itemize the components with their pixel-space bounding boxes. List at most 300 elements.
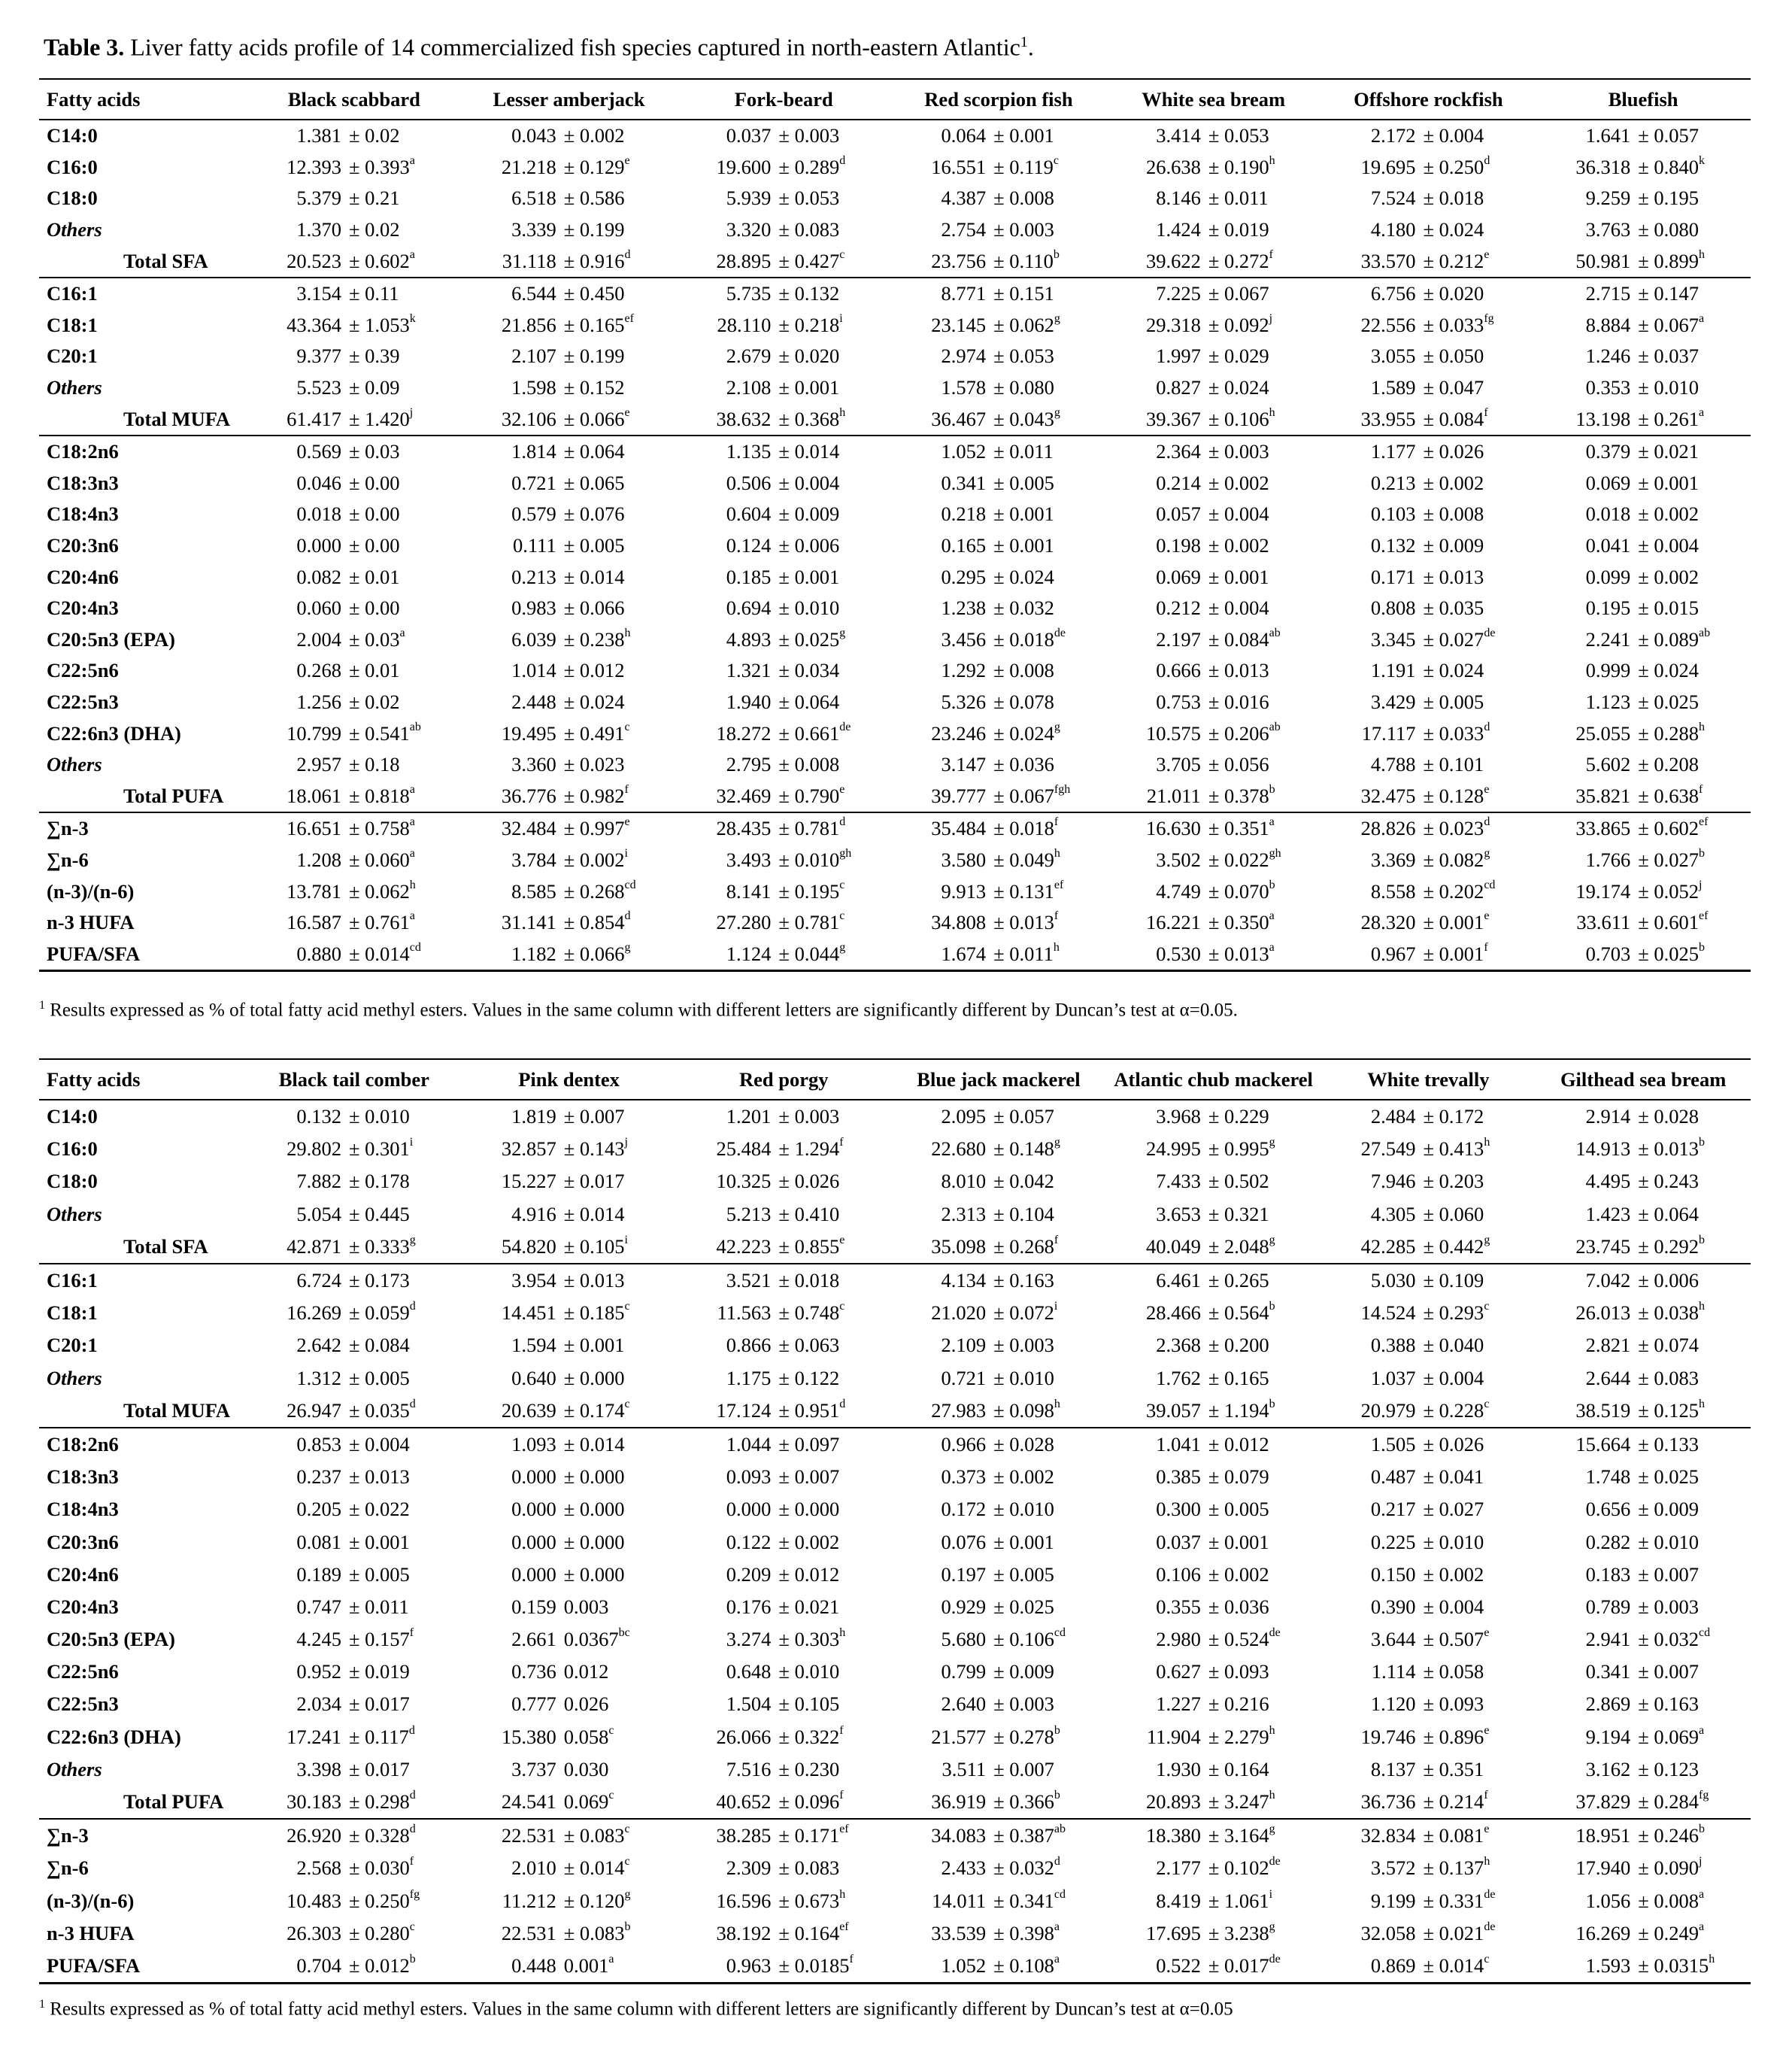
significance-letter: de: [1484, 1887, 1496, 1901]
significance-letter: e: [624, 405, 630, 419]
mean-value: 26.920: [287, 1824, 341, 1847]
std-dev: [1630, 187, 1699, 210]
mean-value: 3.398: [296, 1757, 341, 1780]
std-dev: [556, 880, 636, 903]
std-dev: [986, 817, 1058, 840]
value-cell: [676, 1591, 891, 1623]
fatty-acids-table-part-1: [39, 78, 1751, 972]
std-dev-value: ± 0.078: [993, 690, 1054, 713]
value-cell: [891, 624, 1106, 656]
mean-value: 8.771: [941, 282, 987, 305]
std-dev: [771, 1170, 839, 1193]
value-cell: [676, 1165, 891, 1198]
std-dev: [771, 1628, 845, 1651]
std-dev: [556, 722, 630, 745]
mean-value: 27.983: [931, 1398, 987, 1422]
std-dev-value: ± 0.218: [778, 313, 840, 336]
std-dev-value: 0.001: [563, 1953, 609, 1977]
std-dev-value: ± 0.014: [778, 440, 840, 463]
value-cell: [891, 907, 1106, 939]
std-dev: [1630, 153, 1706, 179]
row-label: PUFA/SFA: [39, 938, 247, 970]
value-cell: [1536, 624, 1751, 656]
std-dev: [341, 1105, 410, 1128]
table-row: [39, 624, 1751, 656]
row-label: ∑n-3: [39, 812, 247, 845]
std-dev-value: ± 0.001: [993, 534, 1054, 557]
std-dev: [1630, 1137, 1705, 1161]
std-dev: [556, 1856, 630, 1880]
value-cell: [1106, 780, 1321, 812]
std-dev-value: ± 0.246: [1638, 1824, 1700, 1847]
std-dev-value: ± 0.163: [993, 1269, 1054, 1292]
row-label: C18:2n6: [39, 1428, 247, 1461]
table-row: [39, 1852, 1751, 1884]
std-dev-value: 0.0367: [563, 1628, 619, 1651]
value-cell: [1106, 593, 1321, 624]
std-dev-value: ± 0.026: [778, 1170, 840, 1193]
significance-letter: de: [1269, 1952, 1281, 1966]
std-dev: [1201, 440, 1269, 463]
std-dev-value: ± 0.033: [1423, 721, 1484, 745]
value-cell: [676, 907, 891, 939]
mean-value: 18.380: [1145, 1824, 1201, 1847]
mean-value: 0.111: [513, 534, 556, 557]
value-cell: [247, 403, 462, 436]
std-dev-value: ± 0.105: [563, 1234, 625, 1258]
table-row: [39, 1264, 1751, 1297]
value-cell: [1321, 183, 1536, 214]
std-dev: [986, 311, 1060, 337]
mean-value: 4.749: [1156, 879, 1201, 903]
mean-value: 14.011: [932, 1889, 987, 1912]
value-cell: [462, 310, 677, 342]
mean-value: 5.735: [726, 282, 772, 305]
std-dev-value: ± 0.151: [993, 282, 1054, 305]
std-dev-value: ± 0.758: [349, 817, 410, 840]
std-dev: [341, 1824, 416, 1847]
value-cell: [1106, 749, 1321, 781]
significance-letter: b: [409, 1952, 416, 1966]
std-dev-value: ± 0.413: [1423, 1137, 1484, 1161]
value-cell: [462, 1428, 677, 1461]
value-cell: [676, 183, 891, 214]
mean-value: 0.197: [941, 1562, 987, 1586]
std-dev-value: ± 0.445: [349, 1202, 410, 1225]
value-cell: [676, 655, 891, 687]
std-dev-value: ± 0.321: [1208, 1202, 1269, 1225]
mean-value: 42.223: [716, 1234, 772, 1258]
std-dev: [341, 911, 415, 934]
value-cell: [891, 812, 1106, 845]
mean-value: 5.326: [941, 690, 987, 713]
row-label: Others: [47, 218, 102, 241]
std-dev: [341, 1465, 410, 1489]
std-dev-value: ± 0.030: [349, 1856, 410, 1880]
std-dev: [986, 1399, 1060, 1422]
value-cell: [1536, 1917, 1751, 1950]
significance-letter: f: [849, 1952, 854, 1966]
std-dev: [771, 534, 839, 557]
std-dev-value: ± 0.292: [1638, 1234, 1700, 1258]
std-dev-value: ± 2.048: [1208, 1234, 1269, 1258]
mean-value: 22.556: [1360, 313, 1416, 336]
column-header-species: White sea bream: [1106, 79, 1321, 120]
value-cell: [1536, 593, 1751, 624]
std-dev: [556, 1595, 609, 1619]
std-dev: [771, 247, 845, 273]
mean-value: 0.195: [1585, 596, 1631, 620]
value-cell: [1536, 468, 1751, 499]
significance-letter: a: [409, 846, 415, 860]
significance-letter: a: [409, 909, 415, 923]
std-dev: [1201, 534, 1269, 557]
std-dev-value: ± 0.00: [349, 596, 400, 620]
std-dev-value: ± 0.053: [1208, 124, 1269, 147]
std-dev: [771, 1367, 839, 1390]
value-cell: [891, 1819, 1106, 1852]
value-cell: [1536, 1493, 1751, 1525]
value-cell: [891, 183, 1106, 214]
mean-value: 0.295: [941, 565, 987, 588]
std-dev-value: ± 0.074: [1638, 1334, 1700, 1357]
significance-letter: b: [1054, 1789, 1060, 1802]
std-dev: [986, 1433, 1054, 1456]
std-dev: [1201, 1954, 1281, 1978]
mean-value: 19.746: [1360, 1725, 1416, 1748]
value-cell: [1321, 1656, 1536, 1688]
std-dev-value: 0.030: [563, 1757, 609, 1780]
value-cell: [1536, 780, 1751, 812]
std-dev: [1416, 1235, 1490, 1258]
value-cell: [676, 1559, 891, 1591]
std-dev: [556, 659, 625, 682]
mean-value: 1.201: [726, 1105, 772, 1128]
std-dev-value: ± 0.011: [1208, 187, 1269, 210]
value-cell: [1536, 1362, 1751, 1395]
table-row: [39, 1786, 1751, 1819]
std-dev-value: ± 0.076: [563, 502, 625, 526]
value-cell: [1536, 310, 1751, 342]
mean-value: 12.393: [287, 155, 341, 178]
value-cell: [1536, 749, 1751, 781]
mean-value: 0.082: [296, 565, 341, 588]
value-cell: [1536, 1623, 1751, 1656]
value-cell: [891, 1297, 1106, 1329]
value-cell: [891, 214, 1106, 246]
value-cell: [676, 1950, 891, 1984]
column-header-species: Fork-beard: [676, 79, 891, 120]
significance-letter: c: [839, 247, 845, 261]
std-dev: [1630, 502, 1699, 526]
significance-letter: g: [1269, 1823, 1275, 1836]
mean-value: 0.057: [1156, 502, 1201, 526]
significance-letter: a: [1269, 909, 1275, 923]
value-cell: [1321, 1428, 1536, 1461]
std-dev-value: ± 0.761: [349, 911, 410, 934]
significance-letter: d: [408, 1723, 415, 1737]
significance-letter: d: [409, 1300, 416, 1313]
mean-value: 0.569: [296, 440, 341, 463]
std-dev: [1201, 753, 1269, 776]
value-cell: [1321, 530, 1536, 562]
mean-value: 0.999: [1585, 659, 1631, 682]
value-cell: [1321, 499, 1536, 530]
std-dev: [986, 1660, 1054, 1683]
value-cell: [1536, 1559, 1751, 1591]
std-dev: [986, 187, 1054, 210]
std-dev: [1201, 311, 1273, 337]
std-dev-value: ± 0.038: [1638, 1301, 1700, 1325]
mean-value: 0.225: [1370, 1530, 1416, 1553]
table-row: [39, 780, 1751, 812]
std-dev-value: ± 0.378: [1208, 784, 1269, 807]
significance-letter: c: [839, 878, 845, 891]
row-label: Total MUFA: [123, 407, 231, 430]
table-caption-end: .: [1027, 33, 1034, 61]
value-cell: [247, 1656, 462, 1688]
std-dev: [1201, 848, 1281, 872]
std-dev: [771, 502, 839, 526]
significance-letter: g: [1054, 311, 1060, 325]
std-dev-value: ± 1.194: [1208, 1398, 1269, 1422]
value-cell: [1106, 1329, 1321, 1361]
mean-value: 5.379: [296, 187, 341, 210]
significance-letter: e: [1484, 782, 1490, 796]
std-dev: [1201, 376, 1269, 399]
column-header-species: Red scorpion fish: [891, 79, 1106, 120]
value-cell: [462, 749, 677, 781]
mean-value: 33.865: [1575, 817, 1631, 840]
std-dev-value: ± 0.036: [1208, 1595, 1269, 1618]
value-cell: [247, 593, 462, 624]
std-dev-value: ± 0.042: [993, 1170, 1054, 1193]
std-dev-value: ± 0.026: [1423, 440, 1484, 463]
std-dev-value: ± 0.025: [1638, 942, 1700, 965]
mean-value: 4.134: [941, 1269, 987, 1292]
value-cell: [676, 687, 891, 718]
value-cell: [1106, 468, 1321, 499]
table-header-row: [39, 1059, 1751, 1100]
value-cell: [676, 749, 891, 781]
mean-value: 38.632: [716, 407, 772, 430]
std-dev-value: ± 0.013: [1638, 1137, 1700, 1161]
std-dev-value: ± 0.006: [778, 534, 840, 557]
std-dev: [1201, 247, 1273, 273]
std-dev: [556, 1269, 625, 1292]
std-dev-value: ± 0.000: [563, 1530, 625, 1553]
mean-value: 26.303: [287, 1921, 341, 1944]
std-dev: [986, 345, 1054, 368]
significance-letter: g: [839, 940, 846, 954]
std-dev-value: ± 0.008: [1423, 502, 1484, 526]
mean-value: 2.661: [511, 1628, 556, 1651]
std-dev: [556, 187, 625, 210]
std-dev: [986, 1595, 1054, 1619]
value-cell: [462, 372, 677, 404]
significance-letter: b: [1269, 878, 1275, 891]
value-cell: [1321, 845, 1536, 876]
significance-letter: k: [409, 311, 416, 325]
mean-value: 21.011: [1146, 784, 1201, 807]
value-cell: [1106, 1525, 1321, 1558]
row-label: C14:0: [47, 124, 98, 147]
std-dev-value: ± 0.368: [778, 407, 840, 430]
std-dev-value: ± 0.03: [349, 440, 400, 463]
value-cell: [1321, 1559, 1536, 1591]
mean-value: 1.093: [511, 1432, 556, 1456]
std-dev: [986, 1887, 1066, 1913]
value-cell: [891, 1786, 1106, 1819]
std-dev: [1630, 722, 1705, 745]
std-dev-value: ± 0.010: [778, 848, 840, 871]
value-cell: [462, 341, 677, 372]
mean-value: 2.957: [296, 753, 341, 776]
std-dev-value: ± 0.017: [349, 1757, 410, 1780]
std-dev: [771, 124, 839, 147]
mean-value: 0.721: [511, 471, 556, 494]
std-dev-value: ± 0.083: [563, 1921, 625, 1944]
row-label: C20:3n6: [47, 534, 119, 557]
significance-letter: de: [839, 720, 851, 733]
significance-letter: f: [1054, 815, 1059, 829]
mean-value: 34.083: [931, 1824, 987, 1847]
value-cell: [247, 655, 462, 687]
mean-value: 6.039: [511, 627, 556, 651]
row-label: C18:0: [47, 187, 98, 210]
std-dev-value: ± 0.018: [993, 817, 1054, 840]
value-cell: [891, 1133, 1106, 1165]
row-label: ∑n-6: [47, 848, 89, 871]
table-row: [39, 1493, 1751, 1525]
value-cell: [1321, 593, 1536, 624]
value-cell: [891, 655, 1106, 687]
value-cell: [1106, 1461, 1321, 1493]
table-row: [39, 876, 1751, 907]
mean-value: 10.325: [716, 1170, 772, 1193]
significance-letter: c: [624, 720, 630, 733]
value-cell: [247, 530, 462, 562]
std-dev: [1630, 345, 1699, 368]
std-dev: [341, 376, 400, 399]
std-dev: [771, 405, 846, 431]
mean-value: 19.695: [1360, 155, 1416, 178]
mean-value: 1.505: [1370, 1432, 1416, 1456]
std-dev: [771, 722, 851, 745]
value-cell: [462, 812, 677, 845]
mean-value: 3.502: [1156, 848, 1201, 871]
mean-value: 8.419: [1156, 1889, 1201, 1912]
value-cell: [247, 1525, 462, 1558]
std-dev: [1416, 1367, 1484, 1390]
mean-value: 33.539: [931, 1921, 987, 1944]
value-cell: [247, 907, 462, 939]
row-label: Total PUFA: [123, 784, 224, 807]
std-dev: [986, 880, 1063, 903]
std-dev-value: ± 0.040: [1423, 1334, 1484, 1357]
value-cell: [1321, 120, 1536, 152]
mean-value: 3.572: [1370, 1856, 1416, 1880]
std-dev-value: ± 0.004: [1423, 124, 1484, 147]
mean-value: 1.370: [296, 218, 341, 241]
std-dev: [1201, 1367, 1269, 1390]
significance-letter: ef: [1699, 815, 1709, 829]
value-cell: [891, 1428, 1106, 1461]
table-row: [39, 1198, 1751, 1231]
std-dev: [1416, 1531, 1484, 1554]
significance-letter: a: [409, 247, 415, 261]
std-dev: [1201, 1301, 1275, 1325]
value-cell: [1536, 718, 1751, 749]
std-dev: [1630, 1758, 1699, 1781]
std-dev-value: ± 0.024: [993, 721, 1054, 745]
table-row: [39, 1428, 1751, 1461]
mean-value: 16.269: [1575, 1921, 1631, 1944]
std-dev: [1630, 1595, 1699, 1619]
value-cell: [1536, 1297, 1751, 1329]
std-dev: [1201, 1269, 1269, 1292]
std-dev-value: ± 0.089: [1638, 627, 1700, 651]
std-dev: [986, 691, 1054, 714]
std-dev: [341, 218, 400, 241]
value-cell: [1321, 1885, 1536, 1917]
mean-value: 0.041: [1585, 534, 1631, 557]
mean-value: 40.652: [716, 1790, 772, 1814]
mean-value: 1.246: [1585, 345, 1631, 368]
significance-letter: b: [1699, 1136, 1706, 1149]
std-dev-value: ± 0.009: [1638, 1498, 1700, 1521]
significance-letter: cd: [1054, 1887, 1066, 1901]
mean-value: 2.197: [1156, 627, 1201, 651]
std-dev-value: ± 0.098: [993, 1398, 1054, 1422]
value-cell: [1536, 1885, 1751, 1917]
std-dev-value: ± 0.001: [993, 124, 1054, 147]
mean-value: 0.000: [296, 534, 341, 557]
value-cell: [462, 1917, 677, 1950]
table-row: [39, 1591, 1751, 1623]
mean-value: 23.756: [931, 249, 987, 272]
std-dev: [341, 628, 405, 651]
value-cell: [891, 876, 1106, 907]
mean-value: 33.611: [1576, 911, 1631, 934]
value-cell: [1321, 1362, 1536, 1395]
mean-value: 0.704: [296, 1953, 341, 1977]
row-label: C18:1: [47, 313, 98, 336]
value-cell: [1106, 152, 1321, 184]
std-dev: [556, 628, 631, 651]
value-cell: [1536, 1264, 1751, 1297]
mean-value: 1.175: [726, 1366, 772, 1389]
std-dev: [1630, 472, 1699, 495]
std-dev-value: ± 0.083: [563, 1824, 625, 1847]
std-dev-value: ± 2.279: [1208, 1725, 1269, 1748]
std-dev: [1201, 1628, 1281, 1651]
table-row: [39, 183, 1751, 214]
significance-letter: b: [1054, 1723, 1060, 1737]
value-cell: [1321, 812, 1536, 845]
mean-value: 2.095: [941, 1105, 987, 1128]
value-cell: [462, 1231, 677, 1264]
std-dev: [1201, 1465, 1269, 1489]
std-dev-value: ± 0.410: [778, 1202, 840, 1225]
std-dev-value: ± 0.035: [349, 1398, 410, 1422]
row-label: Others: [47, 753, 102, 776]
std-dev: [986, 1235, 1058, 1258]
row-label: Total SFA: [123, 249, 208, 272]
std-dev-value: ± 0.023: [1423, 817, 1484, 840]
std-dev-value: ± 0.524: [1208, 1628, 1269, 1651]
mean-value: 39.367: [1145, 407, 1201, 430]
